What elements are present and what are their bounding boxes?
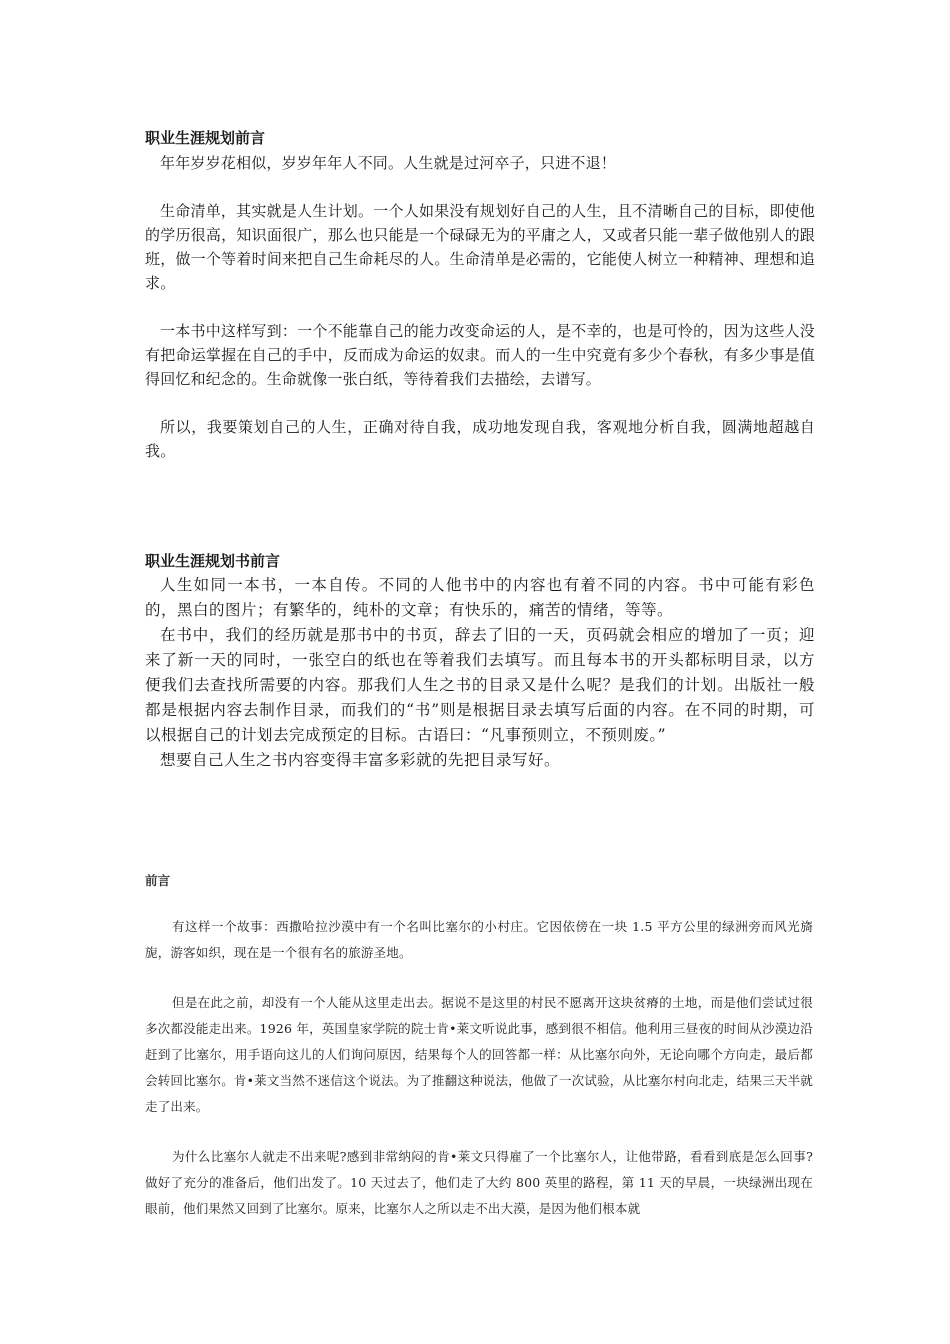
section-title: 前言	[145, 873, 171, 888]
paragraph: 年年岁岁花相似，岁岁年年人不同。人生就是过河卒子，只进不退！	[160, 154, 617, 172]
paragraph: 想要自己人生之书内容变得丰富多彩就的先把目录写好。	[160, 751, 561, 769]
paragraph: 有这样一个故事：西撒哈拉沙漠中有一个名叫比塞尔的小村庄。它因依傍在一块 1.5 平方公里的绿洲旁而风光旖旎，游客如织，现在是一个很有名的旅游圣地。	[145, 919, 813, 960]
career-planning-preface-section	[145, 127, 815, 463]
paragraph: 一本书中这样写到：一个不能靠自己的能力改变命运的人，是不幸的，也是可怜的，因为这些人没有把命运掌握在自己的手中，反而成为命运的奴隶。而人的一生中究竟有多少个春秋，有多少事是值得回忆和纪念的。生命就像一张白纸，等待着我们去描绘，去谱写。	[145, 322, 815, 388]
paragraph: 为什么比塞尔人就走不出来呢?感到非常纳闷的肯•莱文只得雇了一个比塞尔人，让他带路，看看到底是怎么回事?做好了充分的准备后，他们出发了。10 天过去了，他们走了大约 800 英里的路程，第 11 天的早晨，一块绿洲出现在眼前，他们果然又回到了比塞尔。原来，比塞尔人之所以走不出大漠，是因为他们根本就	[145, 1149, 813, 1216]
preface-story-section	[145, 871, 813, 1222]
paragraph: 人生如同一本书，一本自传。不同的人他书中的内容也有着不同的内容。书中可能有彩色的，黑白的图片；有繁华的，纯朴的文章；有快乐的，痛苦的情绪，等等。	[145, 576, 815, 619]
section-title: 职业生涯规划前言	[145, 129, 266, 147]
paragraph: 但是在此之前，却没有一个人能从这里走出去。据说不是这里的村民不愿离开这块贫瘠的土地，而是他们尝试过很多次都没能走出来。1926 年，英国皇家学院的院士肯•莱文听说此事，感到很不相信。他利用三昼夜的时间从沙漠边沿赶到了比塞尔，用手语向这儿的人们询问原因，结果每个人的回答都一样：从比塞尔向外，无论向哪个方向走，最后都会转回比塞尔。肯•莱文当然不迷信这个说法。为了推翻这种说法，他做了一次试验，从比塞尔村向北走，结果三天半就走了出来。	[145, 995, 813, 1114]
paragraph: 在书中，我们的经历就是那书中的书页，辞去了旧的一天，页码就会相应的增加了一页；迎来了新一天的同时，一张空白的纸也在等着我们去填写。而且每本书的开头都标明目录，以方便我们去查找所需要的内容。那我们人生之书的目录又是什么呢？是我们的计划。出版社一般都是根据内容去制作目录，而我们的“书”则是根据目录去填写后面的内容。在不同的时期，可以根据自己的计划去完成预定的目标。古语曰：“凡事预则立，不预则废。”	[145, 626, 815, 744]
paragraph: 生命清单，其实就是人生计划。一个人如果没有规划好自己的人生，且不清晰自己的目标，即使他的学历很高，知识面很广，那么也只能是一个碌碌无为的平庸之人，又或者只能一辈子做他别人的跟班，做一个等着时间来把自己生命耗尽的人。生命清单是必需的，它能使人树立一种精神、理想和追求。	[145, 202, 815, 292]
section-title: 职业生涯规划书前言	[145, 552, 281, 570]
career-plan-book-preface-section	[145, 550, 815, 773]
paragraph: 所以，我要策划自己的人生，正确对待自我，成功地发现自我，客观地分析自我，圆满地超越自我。	[145, 418, 815, 460]
